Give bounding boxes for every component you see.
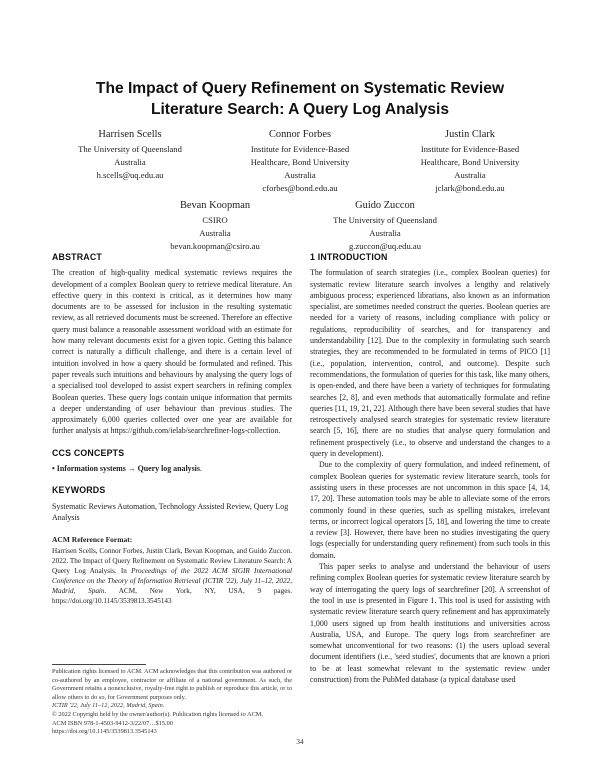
author-affiliation: The University of Queensland <box>333 215 437 225</box>
author-affiliation: Healthcare, Bond University <box>420 157 520 167</box>
author-block <box>140 199 290 253</box>
introduction-paragraph: The formulation of search strategies (i.e., complex Boolean queries) for systematic review literature search involves a lengthy and relatively ambiguous process; experienced librarians, also known as an information specialist, are sometimes needed construct the queries. Boolean queries are needed for a variety of reasons, including compliance with policy or regulations, reproducibility of searches, and for transparency and understandability [12]. Due to the complexity in formulating such search strategies, they are recommended to be formulated in terms of PICO [1] (i.e., population, intervention, control, and outcome). Despite such recommendations, the formulation of queries for this task, like many others, is open-ended, and there have been a variety of techniques for formulating searches [2, 8], and even methods that automatically formulate and refine queries [11, 19, 21, 22]. Although there have been several studies that have retrospectively analysed search strategies for systematic review literature search [5, 16], there are no studies that analyse query formulation and refinement prospectively (i.e., to observe and understand the changes to a query in development). <box>310 268 550 459</box>
arrow-icon: → <box>127 464 136 474</box>
copyright-venue: ICTIR '22, July 11–12, 2022, Madrid, Spain. <box>52 702 165 710</box>
reference-doi: ACM, New York, NY, USA, 9 pages. https://doi.org/10.1145/3539813.3545143 <box>52 586 293 605</box>
reference-text: Harrisen Scells, Connor Forbes, Justin Clark, Bevan Koopman, and Guido Zuccon. 2022. The Impact of Query Refinement on Systematic Review Literature Search: A Query Log Analysis. In <box>52 546 292 575</box>
author-block <box>225 128 375 195</box>
left-column <box>52 252 292 606</box>
copyright-doi: https://doi.org/10.1145/3539813.3545143 <box>52 728 157 736</box>
introduction-paragraph: This paper seeks to analyse and understand the behaviour of users refining complex Boolean queries for systematic review literature search by way of interrogating the query logs of searchrefiner [20]. A screenshot of the tool in use is presented in Figure 1. This tool is used for assisting with systematic review literature search query refinement and has approximately 1,000 users signed up from health institutions and universities across Australia, USA, and Europe. The query logs from searchrefiner are somewhat unconventional for two reasons: (1) the users upload several document identifiers (i.e., 'seed studies', documents that are known a priori to be at least somewhat relevant to the systematic review under construction) from the PubMed database (a typical database used <box>310 562 550 684</box>
ccs-category: Information systems <box>56 464 126 474</box>
author-affiliation: Institute for Evidence-Based <box>250 144 350 154</box>
right-column <box>310 252 550 685</box>
author-affiliation: CSIRO <box>202 215 228 225</box>
author-email: cforbes@bond.edu.au <box>262 183 338 193</box>
keywords-heading: KEYWORDS <box>52 485 106 496</box>
author-affiliation: The University of Queensland <box>78 144 182 154</box>
reference-format-text <box>52 546 292 606</box>
introduction-heading: 1 INTRODUCTION <box>310 252 388 262</box>
author-email: h.scells@uq.edu.au <box>96 170 164 180</box>
author-name: Connor Forbes <box>268 129 332 140</box>
abstract-text: The creation of high-quality medical systematic reviews requires the development of a complex Boolean query to retrieve medical literature. An effective query in this context is critical, as it determines how many documents are to be assessed for inclusion in the resulting systematic review, as all retrieved documents must be screened. Therefore an effective query must balance a reasonable assessment workload with an estimate for how many relevant documents exist for a given topic. Getting this balance correct is naturally a difficult challenge, and there is a certain level of intuition involved in how a query should be formulated and refined. This paper reveals such intuitions and behaviours by analysing the query logs of a specialised tool developed to assist expert searchers in refining complex Boolean queries. These query logs contain unique information that permits a deeper understanding of user behaviour than previous studies. The approximately 6,000 queries collected over one year are available for further analysis at https://github.com/ielab/searchrefiner-logs-collection. <box>52 268 292 436</box>
page-number: 34 <box>296 737 304 746</box>
author-affiliation: Institute for Evidence-Based <box>420 144 520 154</box>
reference-format-heading: ACM Reference Format: <box>52 535 133 545</box>
copyright-holder: © 2022 Copyright held by the owner/author(s). Publication rights licensed to ACM. <box>52 710 263 718</box>
author-affiliation: Australia <box>454 170 486 180</box>
author-affiliation: Healthcare, Bond University <box>250 157 350 167</box>
ccs-bullet: • <box>52 464 55 474</box>
ccs-end: . <box>199 464 202 474</box>
copyright-notice: Publication rights licensed to ACM. ACM acknowledges that this contribution was authored or co-authored by an employee, contractor or affiliate of a national government. As such, the Government retains a nonexclusive, royalty-free right to publish or reproduce this article, or to allow others to do so, for Government purposes only. <box>52 668 292 701</box>
reference-venue: Proceedings of the 2022 ACM SIGIR International Conference on the Theory of Information Retrieval (ICTIR '22), July 11–12, 2022, Madrid, Spain. <box>52 566 292 595</box>
author-name: Harrisen Scells <box>98 129 162 140</box>
author-affiliation: Australia <box>284 170 316 180</box>
footnote-rule <box>52 664 146 665</box>
author-name: Justin Clark <box>445 129 495 140</box>
ccs-concept: Query log analysis <box>137 464 200 474</box>
author-email: jclark@bond.edu.au <box>435 183 505 193</box>
copyright-isbn: ACM ISBN 978-1-4503-9412-3/22/07…$15.00 <box>52 719 173 727</box>
author-block <box>55 128 205 182</box>
copyright-block <box>52 668 292 737</box>
introduction-paragraph: Due to the complexity of query formulation, and indeed refinement, of complex Boolean queries for systematic review literature search, tools for assisting users in these processes are not uncommon in this space [4, 14, 17, 20]. These automation tools may be able to alleviate some of the errors commonly found in these queries, such as spelling mistakes, irrelevant terms, or incorrect logical operators [5, 18], and lowering the time to create a review [3]. However, there have been no studies investigating the query logs (especially for understanding query refinement) from such tools in this domain. <box>310 460 550 560</box>
ccs-concepts <box>52 463 292 474</box>
author-affiliation: Australia <box>369 228 401 238</box>
author-block <box>310 199 460 253</box>
author-email: bevan.koopman@csiro.au <box>170 241 260 251</box>
author-email: g.zuccon@uq.edu.au <box>348 241 422 251</box>
author-affiliation: Australia <box>114 157 146 167</box>
author-block <box>395 128 545 195</box>
author-affiliation: Australia <box>199 228 231 238</box>
author-name: Bevan Koopman <box>179 200 251 211</box>
abstract-heading: ABSTRACT <box>52 252 102 262</box>
ccs-heading: CCS CONCEPTS <box>52 447 125 458</box>
keywords-text: Systematic Reviews Automation, Technology Assisted Review, Query Log Analysis <box>52 501 289 522</box>
paper-title: The Impact of Query Refinement on Systematic Review Literature Search: A Query Log Analysis <box>95 80 505 118</box>
author-name: Guido Zuccon <box>355 200 415 211</box>
